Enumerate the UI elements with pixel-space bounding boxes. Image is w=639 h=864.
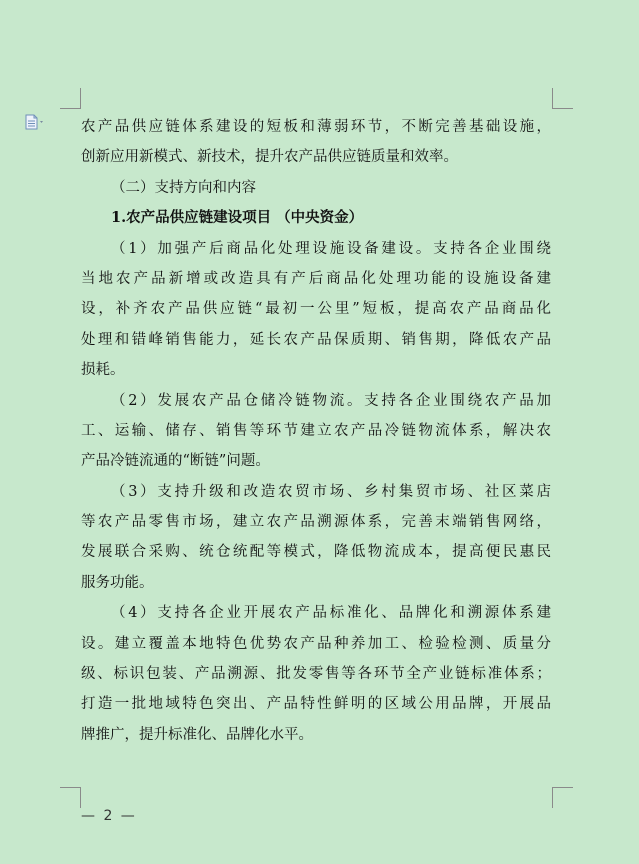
crop-mark-bottom-left: [60, 787, 81, 808]
body-line: 创新应用新模式、新技术，提升农产品供应链质量和效率。: [81, 149, 458, 166]
body-line: 当地农产品新增或改造具有产后商品化处理功能的设施设备建: [81, 270, 551, 287]
document-icon[interactable]: [24, 114, 48, 130]
body-line: 农产品供应链体系建设的短板和薄弱环节，不断完善基础设施，: [81, 119, 551, 135]
body-line: （3）支持升级和改造农贸市场、乡村集贸市场、社区菜店: [111, 483, 551, 500]
body-line: 工、运输、储存、销售等环节建立农产品冷链物流体系，解决农: [81, 422, 551, 439]
crop-mark-top-left: [60, 88, 81, 109]
body-line: （4）支持各企业开展农产品标准化、品牌化和溯源体系建: [111, 605, 551, 622]
body-line: 服务功能。: [81, 574, 154, 591]
body-line: （2）发展农产品仓储冷链物流。支持各企业围绕农产品加: [111, 392, 551, 409]
crop-mark-bottom-right: [552, 787, 573, 808]
subsection-heading: 1.农产品供应链建设项目 （中央资金）: [111, 209, 364, 227]
body-line: 发展联合采购、统仓统配等模式，降低物流成本，提高便民惠民: [81, 544, 551, 561]
body-line: 设，补齐农产品供应链“最初一公里”短板，提高农产品商品化: [81, 301, 551, 318]
document-body: [81, 112, 551, 750]
body-line: 损耗。: [81, 362, 125, 379]
body-line: 设。建立覆盖本地特色优势农产品种养加工、检验检测、质量分: [81, 635, 551, 652]
body-line: 打造一批地域特色突出、产品特性鲜明的区域公用品牌，开展品: [81, 696, 551, 713]
body-line: 牌推广，提升标准化、品牌化水平。: [81, 726, 313, 743]
body-line: （1）加强产后商品化处理设施设备建设。支持各企业围绕: [111, 240, 551, 257]
crop-mark-top-right: [552, 88, 573, 109]
body-line: 产品冷链流通的“断链”问题。: [81, 453, 270, 470]
page-number: — 2 —: [81, 808, 137, 824]
body-line: 处理和错峰销售能力，延长农产品保质期、销售期，降低农产品: [81, 331, 551, 348]
body-line: 等农产品零售市场，建立农产品溯源体系，完善末端销售网络，: [81, 514, 551, 531]
body-line: 级、标识包装、产品溯源、批发零售等各环节全产业链标准体系；: [81, 666, 551, 683]
section-heading: （二）支持方向和内容: [111, 179, 256, 196]
